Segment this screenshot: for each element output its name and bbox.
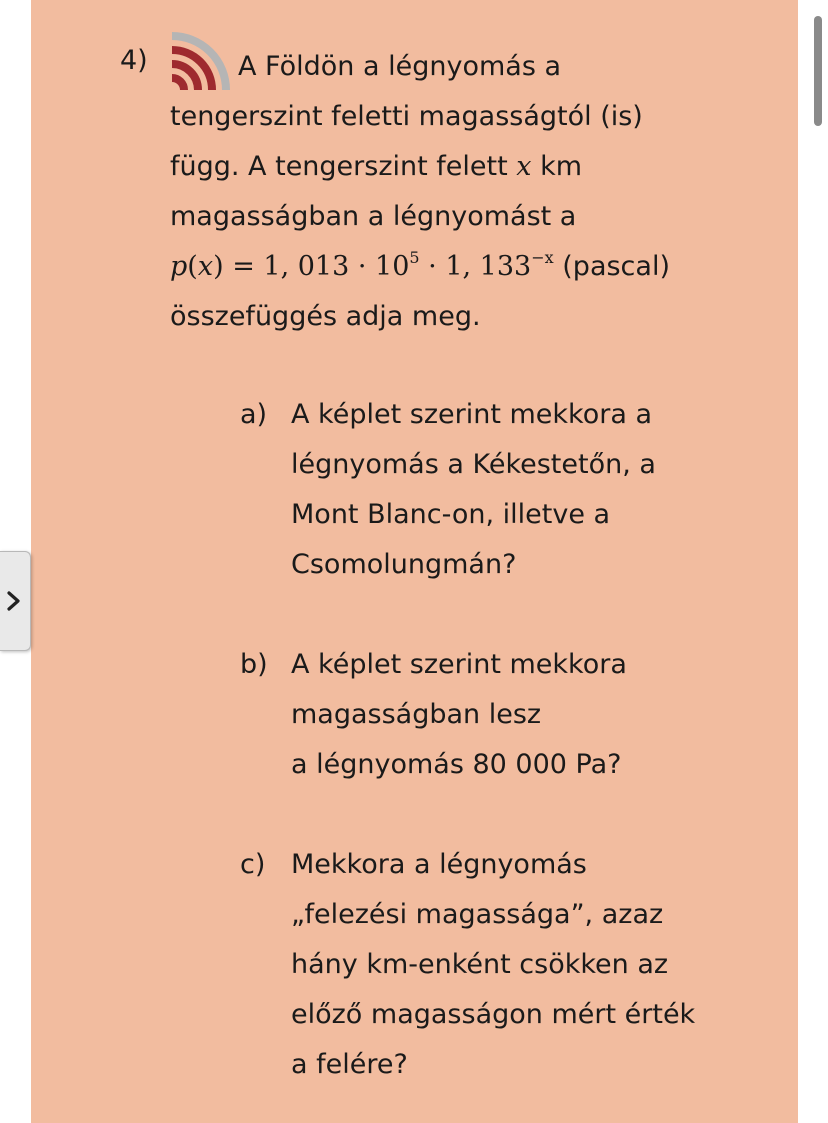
variable-x: x	[516, 151, 532, 182]
side-panel-toggle[interactable]	[0, 551, 31, 651]
formula-func: p	[170, 251, 188, 282]
subtask-line: magasságban lesz	[291, 699, 542, 730]
formula-exponent: −x	[531, 248, 554, 267]
formula-rhs: = 1, 013 · 10	[223, 251, 410, 282]
subtask-text	[291, 640, 751, 790]
task-stem	[170, 42, 730, 342]
subtask-label: b)	[240, 649, 268, 680]
stem-line: összefüggés adja meg.	[170, 301, 481, 332]
stem-text: km	[531, 151, 583, 182]
stem-line: magasságban a légnyomást a	[170, 201, 577, 232]
subtask-line: légnyomás a Kékestetőn, a	[291, 449, 656, 480]
formula-arg: x	[197, 251, 214, 282]
task-number: 4)	[120, 45, 148, 76]
subtask-line: a légnyomás 80 000 Pa?	[291, 749, 622, 780]
chevron-right-icon	[5, 590, 23, 612]
subtask-line: A képlet szerint mekkora a	[291, 399, 653, 430]
subtask-line: A képlet szerint mekkora	[291, 649, 627, 680]
subtask-text	[291, 840, 751, 1090]
stem-text: függ. A tengerszint felett	[170, 151, 517, 182]
subtask-label: c)	[240, 849, 266, 880]
stem-line: A Földön a légnyomás a	[238, 51, 562, 82]
formula: p(x) = 1, $013 \cdot 10^5 \cdot 1$, $133^{-x}$	[170, 248, 554, 282]
stem-line: tengerszint feletti magasságtól (is)	[170, 101, 643, 132]
formula-mid: · 1, 133	[419, 251, 532, 282]
subtask-text	[291, 390, 751, 590]
subtask-line: „felezési magassága”, azaz	[291, 899, 664, 930]
formula-unit: (pascal)	[562, 251, 670, 282]
subtask-label: a)	[240, 399, 268, 430]
formula-line	[170, 242, 730, 292]
scrollbar-thumb[interactable]	[814, 16, 822, 126]
subtask-line: a felére?	[291, 1049, 408, 1080]
subtask-line: előző magasságon mért érték	[291, 999, 696, 1030]
formula-power: 5	[409, 248, 420, 267]
subtask-line: Mekkora a légnyomás	[291, 849, 587, 880]
subtask-line: Csomolungmán?	[291, 549, 517, 580]
stem-line	[170, 142, 730, 192]
subtask-line: hány km-enként csökken az	[291, 949, 669, 980]
subtask-line: Mont Blanc-on, illetve a	[291, 499, 611, 530]
